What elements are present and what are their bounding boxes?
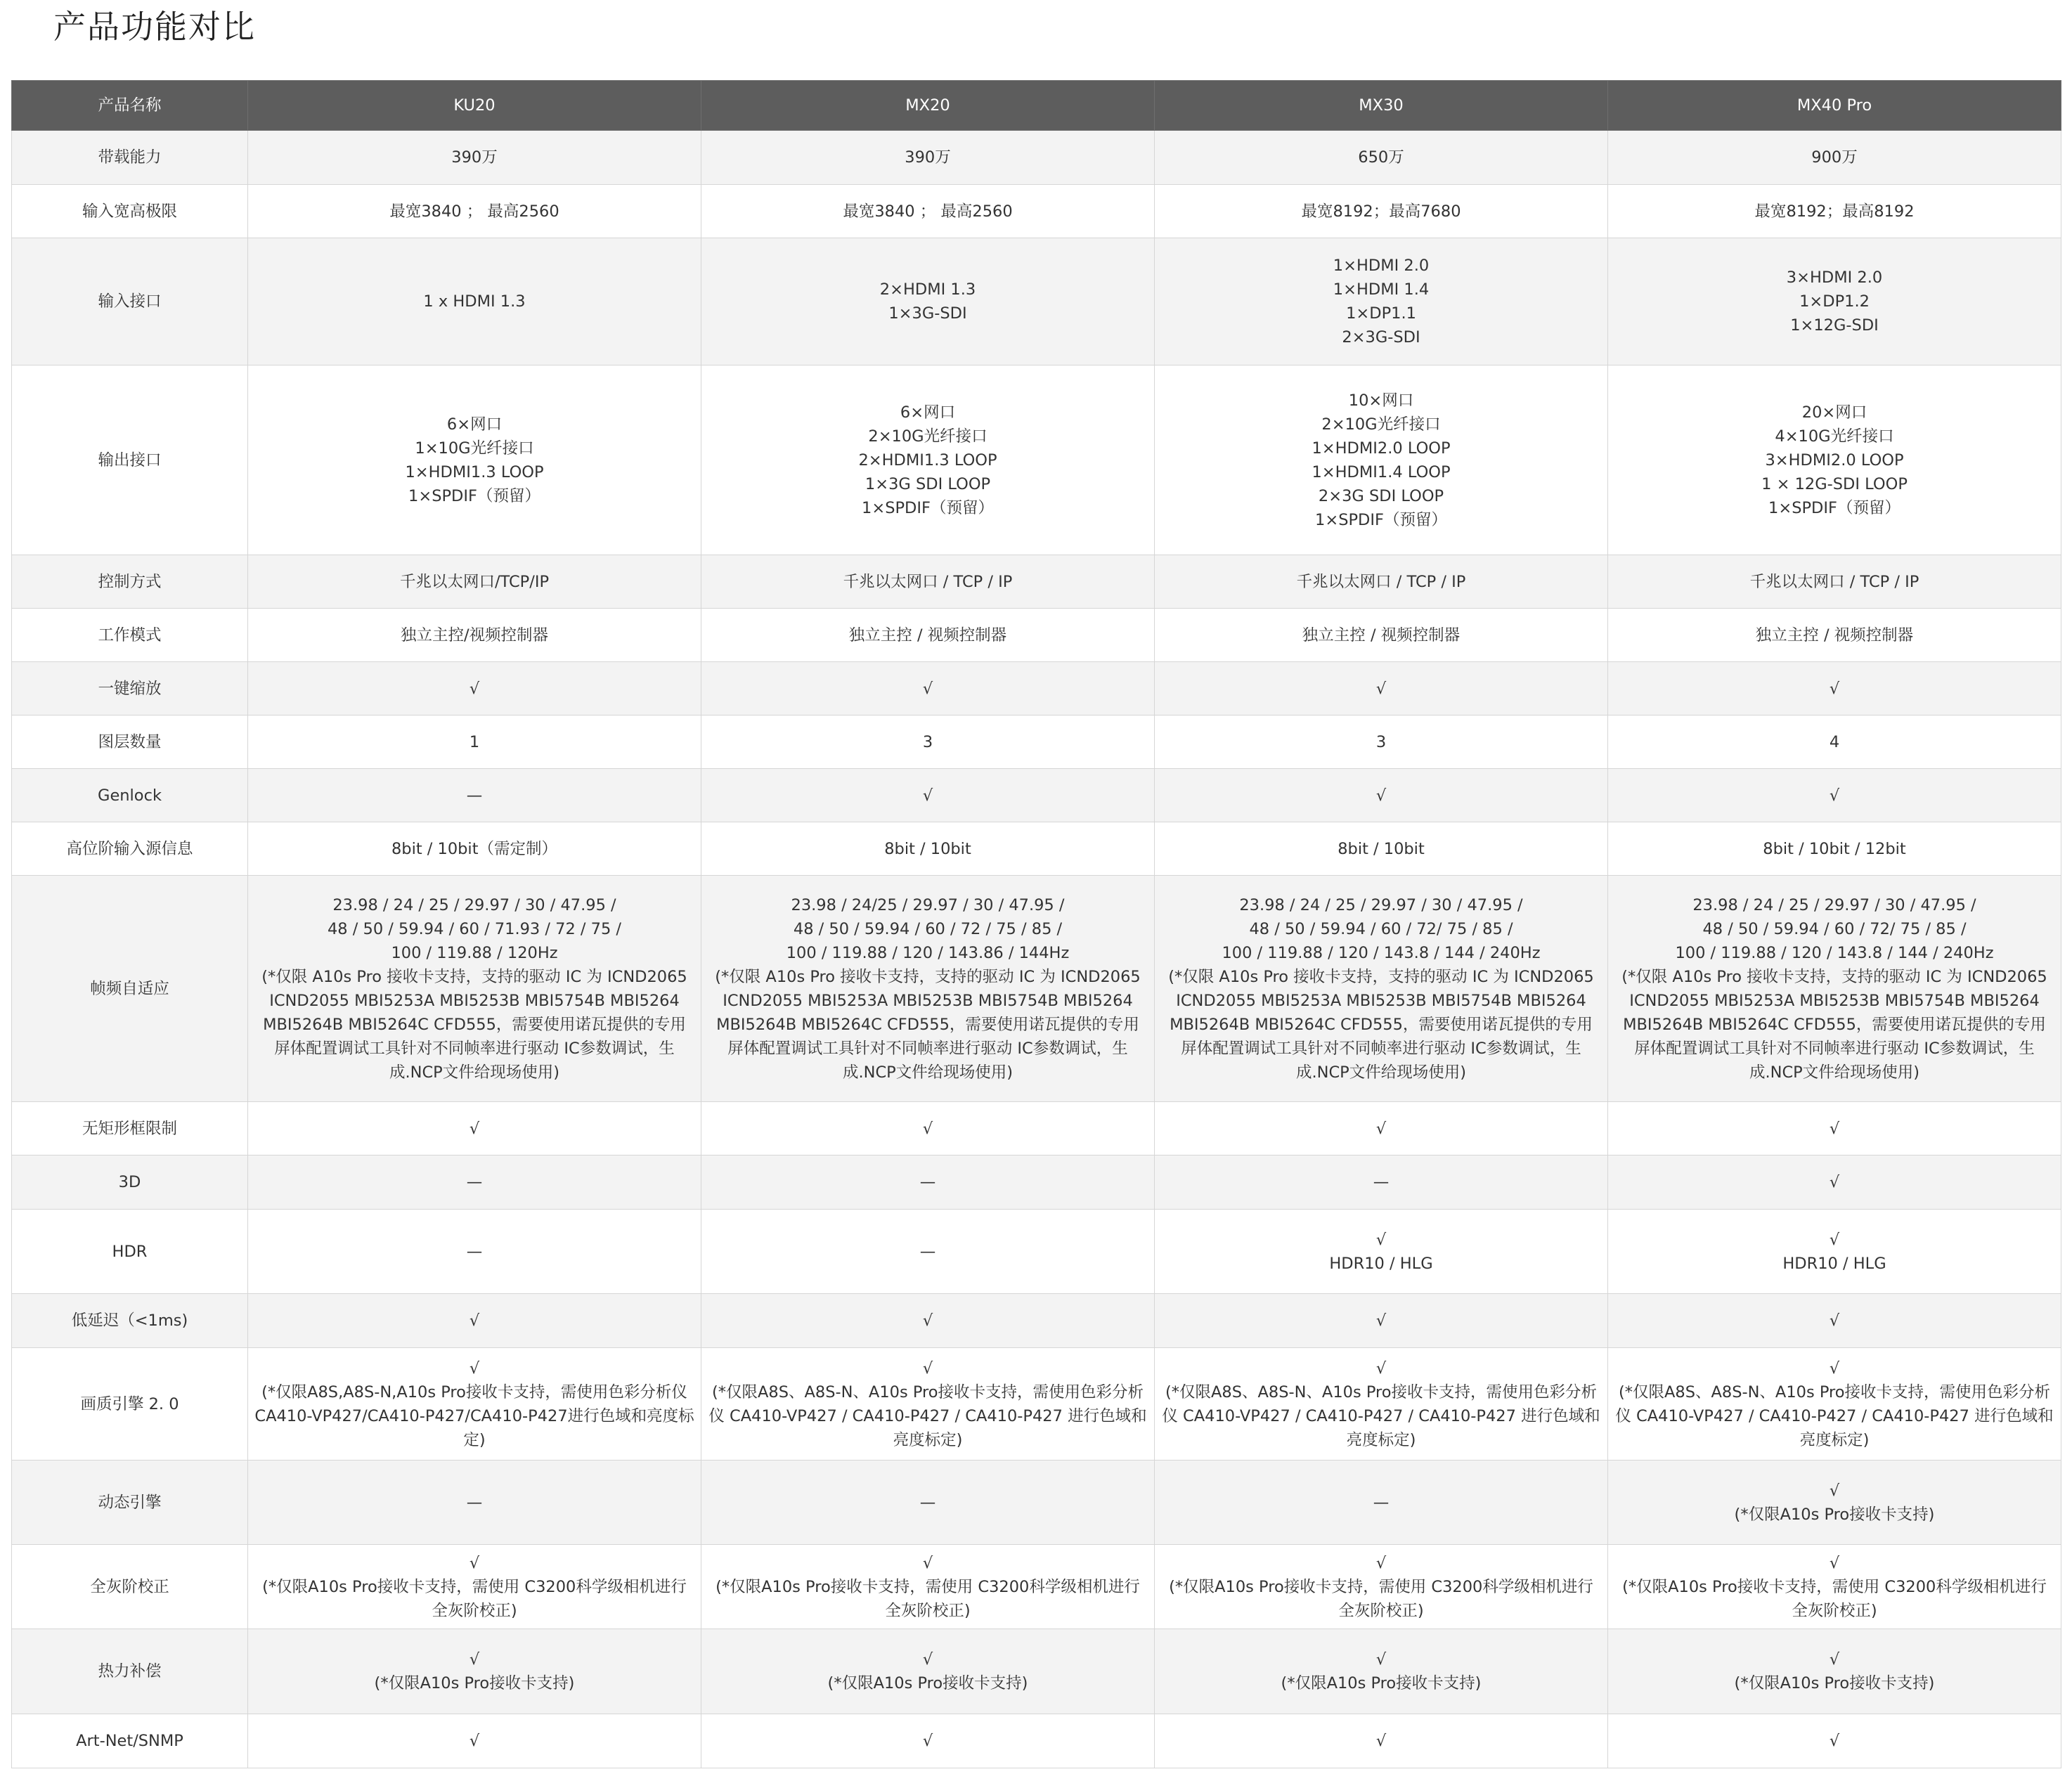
table-cell: — (701, 1210, 1155, 1294)
table-cell: 独立主控 / 视频控制器 (1155, 609, 1608, 662)
table-cell: — (701, 1461, 1155, 1545)
table-row (12, 716, 2061, 769)
table-cell: 千兆以太网口 / TCP / IP (1608, 555, 2061, 609)
row-label: 3D (12, 1155, 248, 1210)
table-row (12, 1348, 2061, 1461)
table-cell: 1×HDMI 2.0 1×HDMI 1.4 1×DP1.1 2×3G-SDI (1155, 238, 1608, 365)
table-cell: √ (*仅限A10s Pro接收卡支持，需使用 C3200科学级相机进行 全灰阶校正) (701, 1545, 1155, 1629)
table-cell: √ (1155, 1294, 1608, 1348)
column-header-mx40-pro: MX40 Pro (1608, 81, 2061, 131)
table-cell: √ (248, 1294, 701, 1348)
table-cell: √ (*仅限A10s Pro接收卡支持) (1608, 1629, 2061, 1714)
table-row (12, 662, 2061, 716)
table-cell: √ HDR10 / HLG (1608, 1210, 2061, 1294)
table-cell: 10×网口 2×10G光纤接口 1×HDMI2.0 LOOP 1×HDMI1.4 LOOP 2×3G SDI LOOP 1×SPDIF（预留） (1155, 365, 1608, 555)
table-cell: √ (248, 1714, 701, 1768)
table-cell: √ (*仅限A10s Pro接收卡支持) (1608, 1461, 2061, 1545)
table-cell: 3 (701, 716, 1155, 769)
table-row (12, 769, 2061, 822)
table-cell: √ (1155, 1714, 1608, 1768)
table-cell: 8bit / 10bit（需定制） (248, 822, 701, 876)
table-cell: 3×HDMI 2.0 1×DP1.2 1×12G-SDI (1608, 238, 2061, 365)
table-cell: 1 x HDMI 1.3 (248, 238, 701, 365)
table-cell: √ (1608, 769, 2061, 822)
table-cell: — (248, 1155, 701, 1210)
table-cell: 独立主控 / 视频控制器 (701, 609, 1155, 662)
table-cell: 8bit / 10bit / 12bit (1608, 822, 2061, 876)
row-label: 全灰阶校正 (12, 1545, 248, 1629)
table-cell: 千兆以太网口 / TCP / IP (701, 555, 1155, 609)
table-cell: 650万 (1155, 131, 1608, 185)
row-label: 带载能力 (12, 131, 248, 185)
table-cell: 23.98 / 24 / 25 / 29.97 / 30 / 47.95 / 48 / 50 / 59.94 / 60 / 72/ 75 / 85 / 100 / 119.88 / 120 / 143.8 / 144 / 240Hz (*仅限 A10s Pro 接收卡支持，支持的驱动 IC 为 ICND2065 ICND2055 MBI5253A MBI5253B MBI5754B MBI5264 MBI5264B MBI5264C CFD555，需要使用诺瓦提供的专用 屏体配置调试工具针对不同帧率进行驱动 IC参数调试，生 成.NCP文件给现场使用) (1608, 876, 2061, 1102)
table-cell: — (248, 1461, 701, 1545)
table-cell: 8bit / 10bit (1155, 822, 1608, 876)
table-cell: 2×HDMI 1.3 1×3G-SDI (701, 238, 1155, 365)
row-label: 输入接口 (12, 238, 248, 365)
table-row (12, 822, 2061, 876)
table-cell: √ (*仅限A10s Pro接收卡支持) (1155, 1629, 1608, 1714)
table-row (12, 1102, 2061, 1155)
table-cell: √ (*仅限A10s Pro接收卡支持，需使用 C3200科学级相机进行 全灰阶校正) (1155, 1545, 1608, 1629)
row-label: 输出接口 (12, 365, 248, 555)
table-row (12, 1714, 2061, 1768)
table-cell: √ (701, 1294, 1155, 1348)
table-cell: 23.98 / 24/25 / 29.97 / 30 / 47.95 / 48 / 50 / 59.94 / 60 / 72 / 75 / 85 / 100 / 119.88 / 120 / 143.86 / 144Hz (*仅限 A10s Pro 接收卡支持，支持的驱动 IC 为 ICND2065 ICND2055 MBI5253A MBI5253B MBI5754B MBI5264 MBI5264B MBI5264C CFD555，需要使用诺瓦提供的专用 屏体配置调试工具针对不同帧率进行驱动 IC参数调试，生 成.NCP文件给现场使用) (701, 876, 1155, 1102)
table-cell: 千兆以太网口 / TCP / IP (1155, 555, 1608, 609)
table-cell: 千兆以太网口/TCP/IP (248, 555, 701, 609)
row-label: 一键缩放 (12, 662, 248, 716)
table-cell: √ HDR10 / HLG (1155, 1210, 1608, 1294)
row-label: 控制方式 (12, 555, 248, 609)
table-cell: √ (1608, 662, 2061, 716)
column-header-label: 产品名称 (12, 81, 248, 131)
table-cell: √ (1608, 1714, 2061, 1768)
row-label: 动态引擎 (12, 1461, 248, 1545)
table-cell: √ (248, 1102, 701, 1155)
row-label: 低延迟（<1ms) (12, 1294, 248, 1348)
column-header-mx30: MX30 (1155, 81, 1608, 131)
table-cell: 6×网口 2×10G光纤接口 2×HDMI1.3 LOOP 1×3G SDI LOOP 1×SPDIF（预留） (701, 365, 1155, 555)
table-cell: √ (1155, 769, 1608, 822)
table-row (12, 131, 2061, 185)
table-cell: √ (1155, 662, 1608, 716)
table-cell: 独立主控/视频控制器 (248, 609, 701, 662)
table-cell: — (1155, 1155, 1608, 1210)
row-label: 画质引擎 2. 0 (12, 1348, 248, 1461)
table-row (12, 365, 2061, 555)
table-row (12, 1545, 2061, 1629)
page-title: 产品功能对比 (53, 8, 256, 46)
table-row (12, 238, 2061, 365)
table-cell: 20×网口 4×10G光纤接口 3×HDMI2.0 LOOP 1 × 12G-SDI LOOP 1×SPDIF（预留） (1608, 365, 2061, 555)
table-cell: √ (701, 769, 1155, 822)
table-cell: √ (248, 662, 701, 716)
table-cell: √ (701, 1102, 1155, 1155)
table-cell: 3 (1155, 716, 1608, 769)
table-cell: — (1155, 1461, 1608, 1545)
column-header-mx20: MX20 (701, 81, 1155, 131)
table-cell: 390万 (701, 131, 1155, 185)
table-header-row (12, 81, 2061, 131)
table-cell: 23.98 / 24 / 25 / 29.97 / 30 / 47.95 / 48 / 50 / 59.94 / 60 / 72/ 75 / 85 / 100 / 119.88 / 120 / 143.8 / 144 / 240Hz (*仅限 A10s Pro 接收卡支持，支持的驱动 IC 为 ICND2065 ICND2055 MBI5253A MBI5253B MBI5754B MBI5264 MBI5264B MBI5264C CFD555，需要使用诺瓦提供的专用 屏体配置调试工具针对不同帧率进行驱动 IC参数调试，生 成.NCP文件给现场使用) (1155, 876, 1608, 1102)
table-row (12, 185, 2061, 238)
table-cell: 最宽8192；最高7680 (1155, 185, 1608, 238)
table-cell: √ (1155, 1102, 1608, 1155)
row-label: 热力补偿 (12, 1629, 248, 1714)
table-cell: 最宽8192；最高8192 (1608, 185, 2061, 238)
table-cell: 独立主控 / 视频控制器 (1608, 609, 2061, 662)
table-row (12, 1155, 2061, 1210)
table-cell: 23.98 / 24 / 25 / 29.97 / 30 / 47.95 / 48 / 50 / 59.94 / 60 / 71.93 / 72 / 75 / 100 / 119.88 / 120Hz (*仅限 A10s Pro 接收卡支持，支持的驱动 IC 为 ICND2065 ICND2055 MBI5253A MBI5253B MBI5754B MBI5264 MBI5264B MBI5264C CFD555，需要使用诺瓦提供的专用 屏体配置调试工具针对不同帧率进行驱动 IC参数调试，生 成.NCP文件给现场使用) (248, 876, 701, 1102)
table-cell: 最宽3840 ； 最高2560 (701, 185, 1155, 238)
table-cell: √ (*仅限A8S、A8S-N、A10s Pro接收卡支持，需使用色彩分析 仪 CA410-VP427 / CA410-P427 / CA410-P427 进行色域和 亮度标定) (1608, 1348, 2061, 1461)
comparison-table (11, 80, 2061, 1768)
table-row (12, 876, 2061, 1102)
table-row (12, 1210, 2061, 1294)
table-cell: √ (1608, 1294, 2061, 1348)
row-label: 高位阶输入源信息 (12, 822, 248, 876)
table-cell: √ (*仅限A10s Pro接收卡支持，需使用 C3200科学级相机进行 全灰阶校正) (248, 1545, 701, 1629)
row-label: Genlock (12, 769, 248, 822)
table-cell: √ (*仅限A8S、A8S-N、A10s Pro接收卡支持，需使用色彩分析 仪 CA410-VP427 / CA410-P427 / CA410-P427 进行色域和 亮度标定) (1155, 1348, 1608, 1461)
table-cell: — (248, 1210, 701, 1294)
table-cell: √ (1608, 1155, 2061, 1210)
row-label: 帧频自适应 (12, 876, 248, 1102)
table-row (12, 1629, 2061, 1714)
table-cell: 4 (1608, 716, 2061, 769)
table-cell: — (701, 1155, 1155, 1210)
table-row (12, 1294, 2061, 1348)
table-cell: √ (*仅限A10s Pro接收卡支持，需使用 C3200科学级相机进行 全灰阶校正) (1608, 1545, 2061, 1629)
table-cell: √ (*仅限A8S、A8S-N、A10s Pro接收卡支持，需使用色彩分析 仪 CA410-VP427 / CA410-P427 / CA410-P427 进行色域和 亮度标定) (701, 1348, 1155, 1461)
row-label: HDR (12, 1210, 248, 1294)
column-header-ku20: KU20 (248, 81, 701, 131)
table-row (12, 555, 2061, 609)
table-cell: 1 (248, 716, 701, 769)
table-cell: 900万 (1608, 131, 2061, 185)
table-cell: √ (*仅限A8S,A8S-N,A10s Pro接收卡支持，需使用色彩分析仪 CA410-VP427/CA410-P427/CA410-P427进行色域和亮度标 定) (248, 1348, 701, 1461)
row-label: 无矩形框限制 (12, 1102, 248, 1155)
table-cell: 6×网口 1×10G光纤接口 1×HDMI1.3 LOOP 1×SPDIF（预留） (248, 365, 701, 555)
table-cell: 8bit / 10bit (701, 822, 1155, 876)
table-row (12, 1461, 2061, 1545)
row-label: 图层数量 (12, 716, 248, 769)
table-cell: √ (*仅限A10s Pro接收卡支持) (248, 1629, 701, 1714)
row-label: 工作模式 (12, 609, 248, 662)
table-cell: √ (1608, 1102, 2061, 1155)
table-cell: √ (701, 1714, 1155, 1768)
table-row (12, 609, 2061, 662)
table-cell: √ (*仅限A10s Pro接收卡支持) (701, 1629, 1155, 1714)
row-label: Art-Net/SNMP (12, 1714, 248, 1768)
table-cell: √ (701, 662, 1155, 716)
table-cell: 390万 (248, 131, 701, 185)
row-label: 输入宽高极限 (12, 185, 248, 238)
table-cell: 最宽3840 ； 最高2560 (248, 185, 701, 238)
table-cell: — (248, 769, 701, 822)
